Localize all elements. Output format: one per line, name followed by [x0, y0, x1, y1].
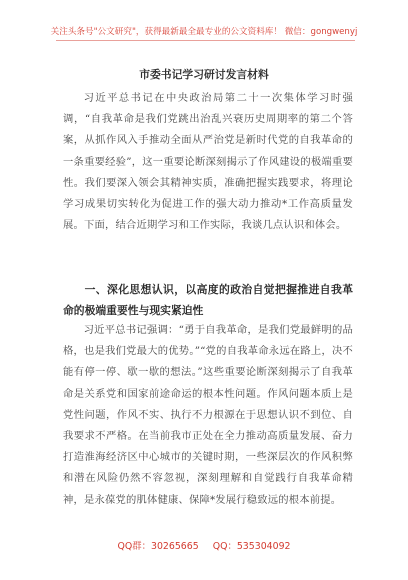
paragraph-intro: [63, 88, 353, 236]
paragraph-section-1: [63, 320, 353, 511]
footer-qq-group: QQ群：30265665: [117, 541, 199, 552]
footer-contact: [0, 541, 408, 553]
header-banner: 关注头条号"公文研究"，获得最新最全最专业的公文资料库！ 微信：gongwenyj: [50, 27, 358, 37]
document-title: 市委书记学习研讨发言材料: [139, 68, 269, 81]
section-heading-1-text: 一、深化思想认识，以高度的政治自觉把握推进自我革命的极端重要性与现实紧迫性: [63, 283, 353, 317]
paragraph-section-1-text: 习近平总书记强调：“勇于自我革命，是我们党最鲜明的品格，也是我们党最大的优势。”“党的自我革命永远在路上，决不能有停一停、歇一歇的想法。”这些重要论断深刻揭示了自我革命是关系党和国家前途命运的根本性问题。作风问题本质上是党性问题，作风不实、执行不力根源在于思想认识不到位、自我要求不严格。在当前我市正处在全力推动高质量发展、奋力打造淮海经济区中心城市的关键时期，一些深层次的作风积弊和潜在风险仍然不容忽视，深刻理解和自觉践行自我革命精神，是永葆党的肌体健康、保障*发展行稳致远的根本前提。: [63, 324, 353, 506]
header-divider: [56, 40, 355, 41]
footer-qq: QQ：535304092: [212, 541, 291, 552]
paragraph-intro-text: 习近平总书记在中央政治局第二十一次集体学习时强调，“自我革命是我们党跳出治乱兴衰历史周期率的第二个答案，从抓作风入手推动全面从严治党是新时代党的自我革命的一条重要经验”，这一重要论断深刻揭示了作风建设的极端重要性。我们要深入领会其精神实质，准确把握实践要求，将理论学习成果切实转化为促进工作的强大动力推动*工作高质量发展。下面，结合近期学习和工作实际，我谈几点认识和体会。: [63, 92, 353, 232]
section-heading-1: [63, 280, 353, 321]
